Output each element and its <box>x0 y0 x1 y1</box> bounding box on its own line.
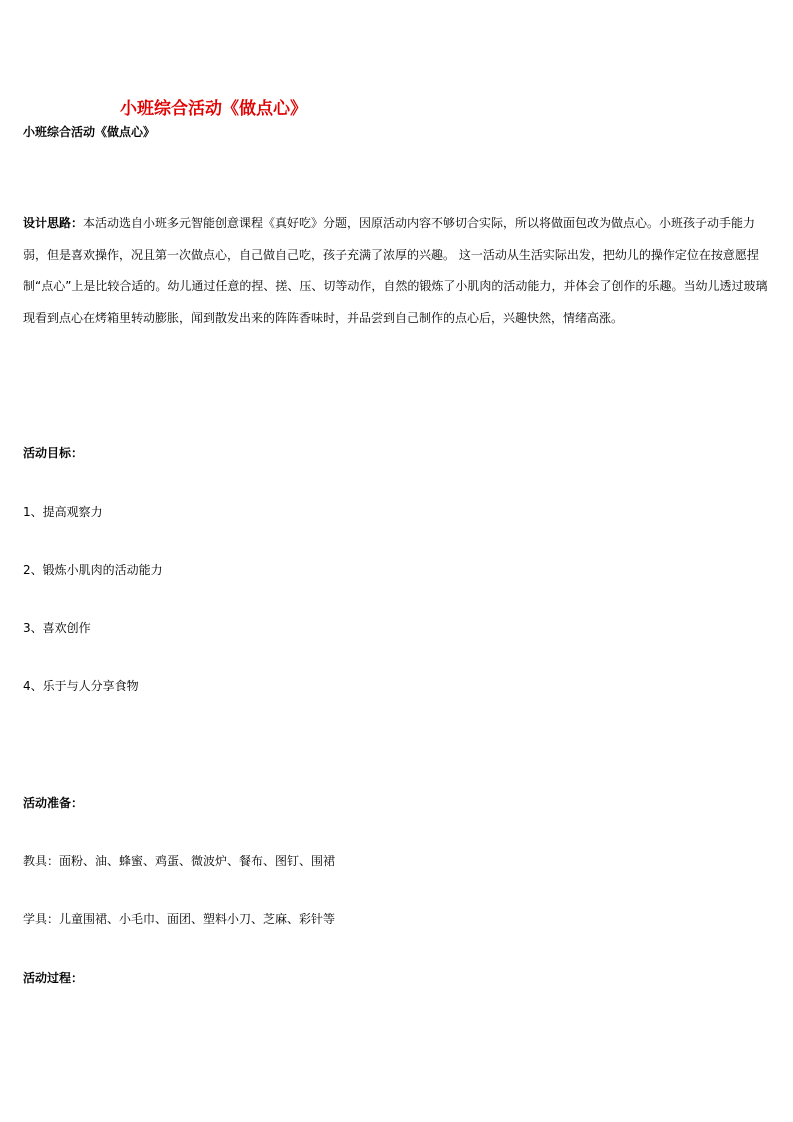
teacher-tools: 教具：面粉、油、蜂蜜、鸡蛋、微波炉、餐布、图钉、围裙 <box>23 854 336 868</box>
design-paragraph <box>23 208 775 334</box>
goal-item: 4、乐于与人分享食物 <box>23 679 139 693</box>
student-tools: 学具：儿童围裙、小毛巾、面团、塑料小刀、芝麻、彩针等 <box>23 912 336 926</box>
process-heading: 活动过程： <box>23 971 84 985</box>
document-title: 小班综合活动《做点心》 <box>120 99 307 119</box>
document-subtitle: 小班综合活动《做点心》 <box>23 125 156 139</box>
goal-item: 3、喜欢创作 <box>23 621 91 635</box>
design-label: 设计思路： <box>23 216 84 230</box>
prep-heading: 活动准备： <box>23 796 84 810</box>
goal-item: 2、锻炼小肌肉的活动能力 <box>23 563 163 577</box>
goal-item: 1、提高观察力 <box>23 505 103 519</box>
design-text: 本活动选自小班多元智能创意课程《真好吃》分题，因原活动内容不够切合实际，所以将做面包改为做点心。小班孩子动手能力弱，但是喜欢操作，况且第一次做点心，自己做自己吃，孩子充满了浓厚的兴趣。 这一活动从生活实际出发，把幼儿的操作定位在按意愿捏制“点心”上是比较合适的。幼儿通过任意的捏、搓、压、切等动作，自然的锻炼了小肌肉的活动能力，并体会了创作的乐趣。当幼儿透过玻璃现看到点心在烤箱里转动膨胀，闻到散发出来的阵阵香味时，并品尝到自己制作的点心后，兴趣快然，情绪高涨。 <box>23 216 768 325</box>
goals-heading: 活动目标： <box>23 446 84 460</box>
